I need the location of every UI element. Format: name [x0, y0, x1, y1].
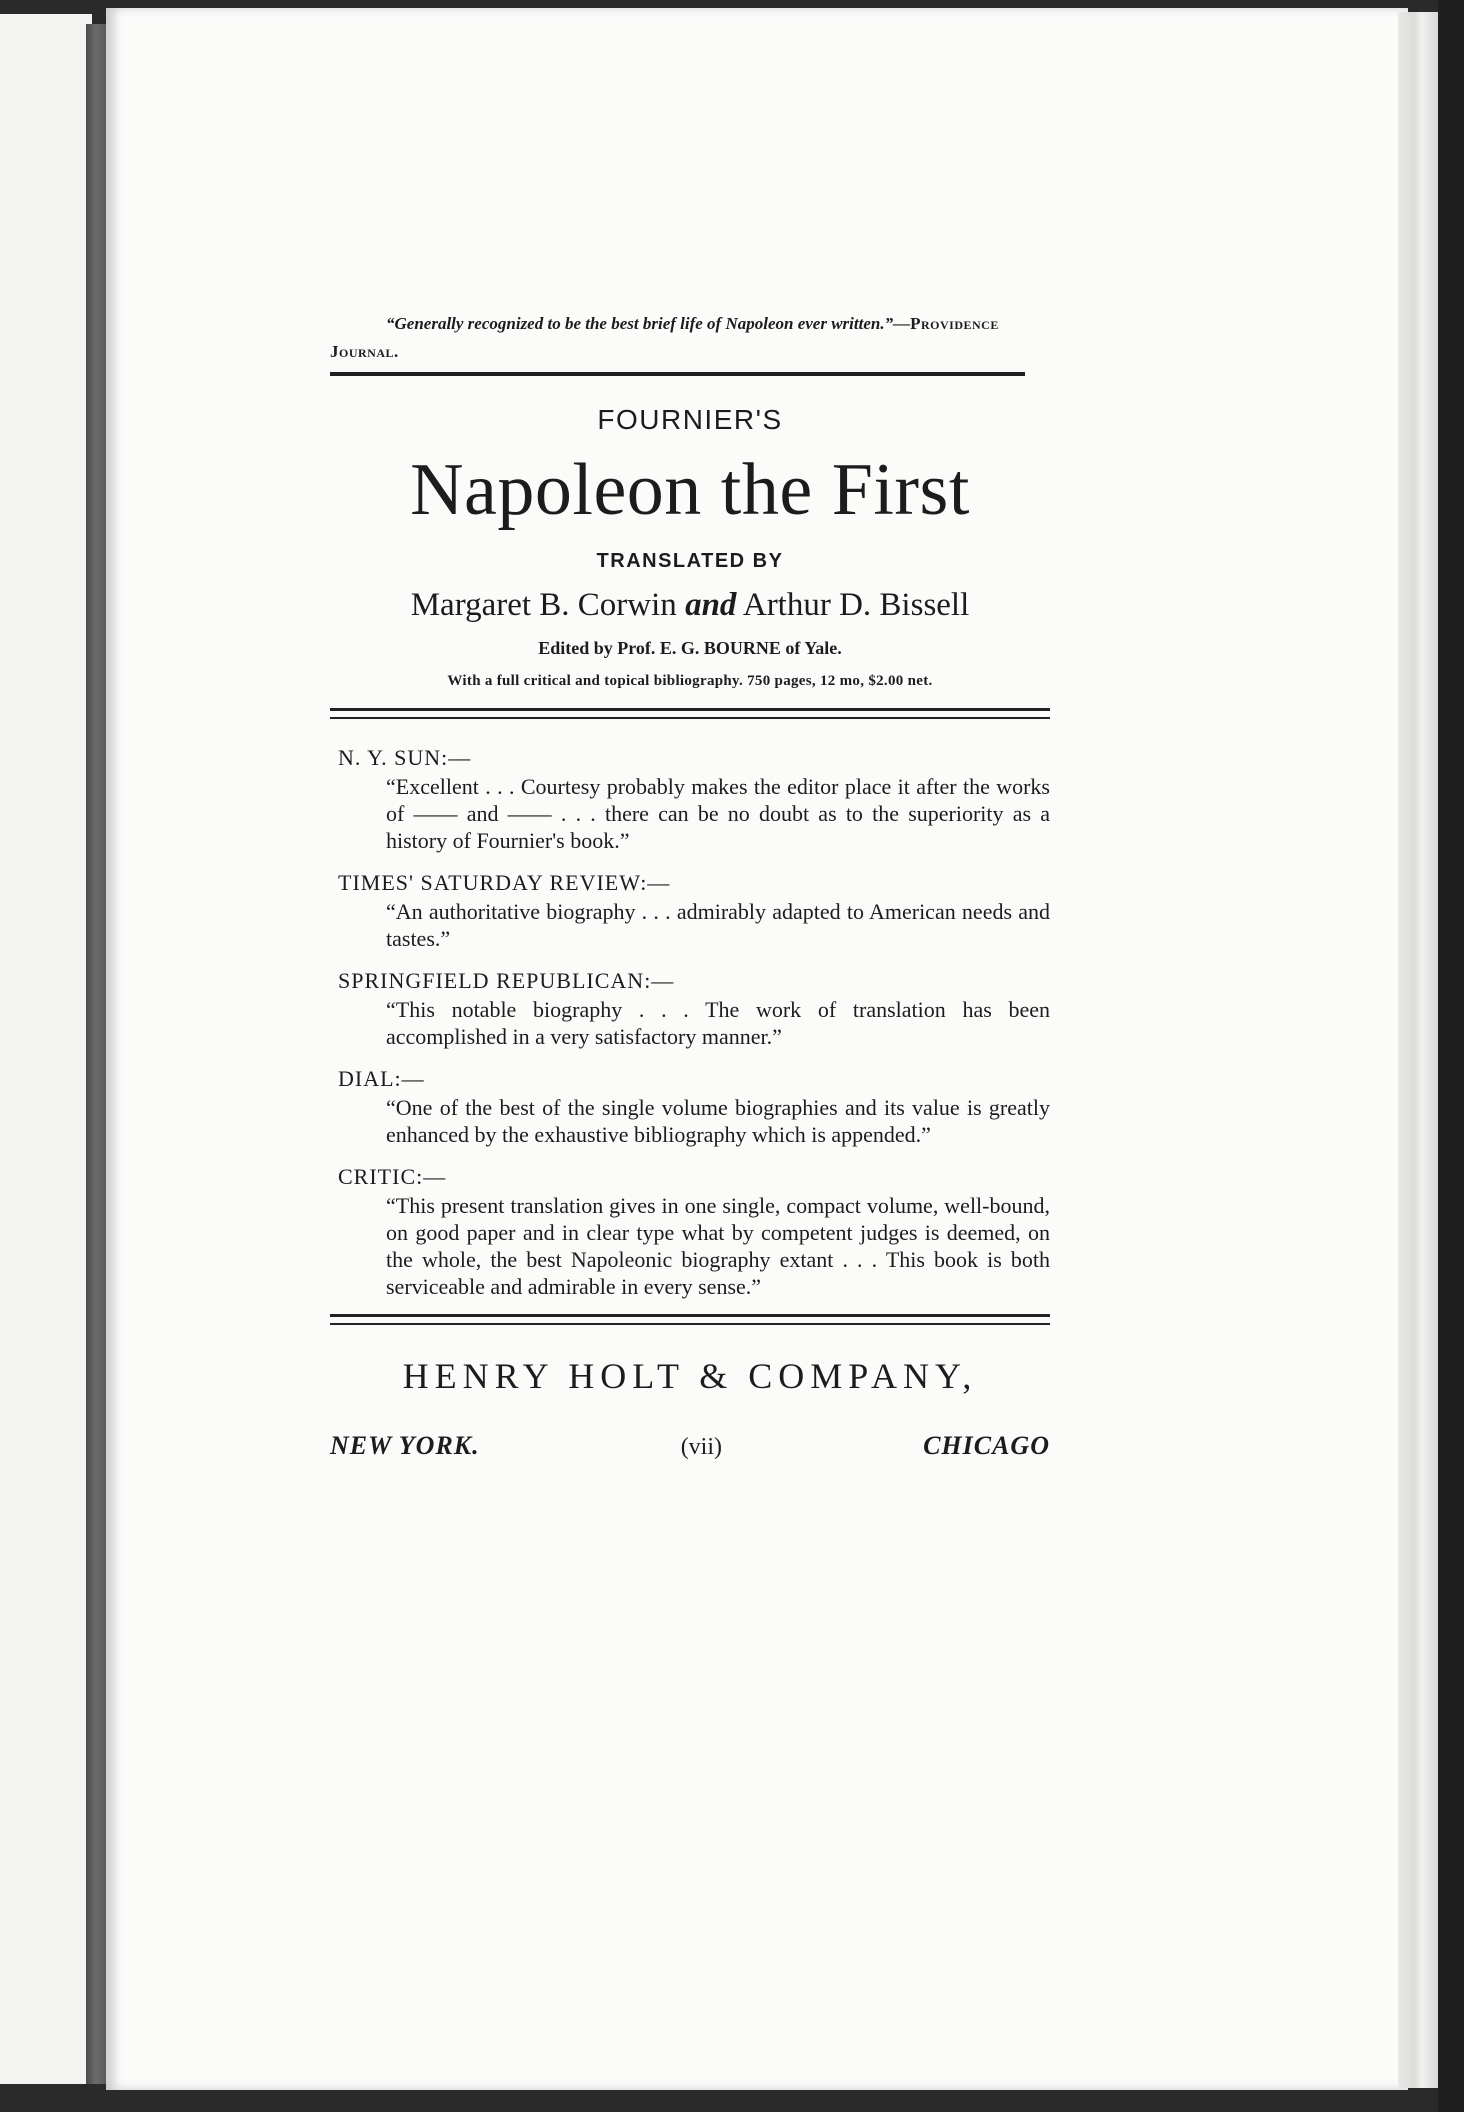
left-page-edge [0, 14, 92, 2084]
page-number: (vii) [680, 1434, 723, 1460]
scan-border [1438, 0, 1464, 2112]
double-rule-top [330, 708, 1050, 719]
review-item [338, 868, 1050, 952]
review-quote: “Excellent . . . Courtesy probably makes the editor place it after the works of —— and —— . . . there can be no doubt as to the superiority as a history of Fournier's book.” [386, 774, 1050, 853]
translator-1: Margaret B. Corwin [410, 587, 677, 623]
publisher-name: HENRY HOLT & COMPANY, [402, 1356, 978, 1396]
review-source: TIMES' SATURDAY REVIEW:— [338, 870, 671, 895]
epigraph-source: Providence Journal. [330, 314, 999, 361]
reviews-list [330, 743, 1050, 1300]
page-stack-edge [1398, 12, 1438, 2088]
review-item [338, 966, 1050, 1050]
review-source: N. Y. SUN:— [338, 745, 472, 770]
review-source: DIAL:— [338, 1066, 425, 1091]
epigraph-quote: “Generally recognized to be the best brief life of Napoleon ever written.”— [386, 314, 911, 333]
editor-line: Edited by Prof. E. G. BOURNE of Yale. [538, 638, 842, 658]
book-title: Napoleon the First [410, 449, 970, 531]
review-source: SPRINGFIELD REPUBLICAN:— [338, 968, 675, 993]
review-item [338, 1064, 1050, 1148]
details-line: With a full critical and topical bibliography. 750 pages, 12 mo, $2.00 net. [447, 673, 933, 689]
review-item [338, 1162, 1050, 1300]
review-quote: “This notable biography . . . The work of translation has been accomplished in a very satisfactory manner.” [386, 997, 1050, 1049]
advertisement-content [330, 310, 1050, 1461]
book-spine [86, 24, 106, 2084]
review-quote: “One of the best of the single volume biographies and its value is greatly enhanced by the exhaustive bibliography which is appended.” [386, 1095, 1050, 1147]
author-heading: FOURNIER'S [597, 404, 783, 435]
translated-by-label: TRANSLATED BY [596, 550, 784, 572]
city-left: NEW YORK. [330, 1431, 480, 1460]
review-source: CRITIC:— [338, 1164, 447, 1189]
translator-2: Arthur D. Bissell [742, 587, 970, 623]
imprint-row [330, 1431, 1050, 1461]
translators-line [330, 587, 1050, 624]
review-quote: “This present translation gives in one single, compact volume, well-bound, on good paper and in clear type what by competent judges is deemed, on the whole, the best Napoleonic biography extant . . . This book is both serviceable and admirable in every sense.” [386, 1193, 1050, 1299]
review-quote: “An authoritative biography . . . admirably adapted to American needs and tastes.” [386, 899, 1050, 951]
double-rule-bottom [330, 1314, 1050, 1325]
and-word: and [685, 587, 737, 623]
city-right: CHICAGO [923, 1431, 1050, 1460]
review-item [338, 743, 1050, 854]
divider-rule [330, 372, 1025, 376]
epigraph [330, 310, 1050, 366]
